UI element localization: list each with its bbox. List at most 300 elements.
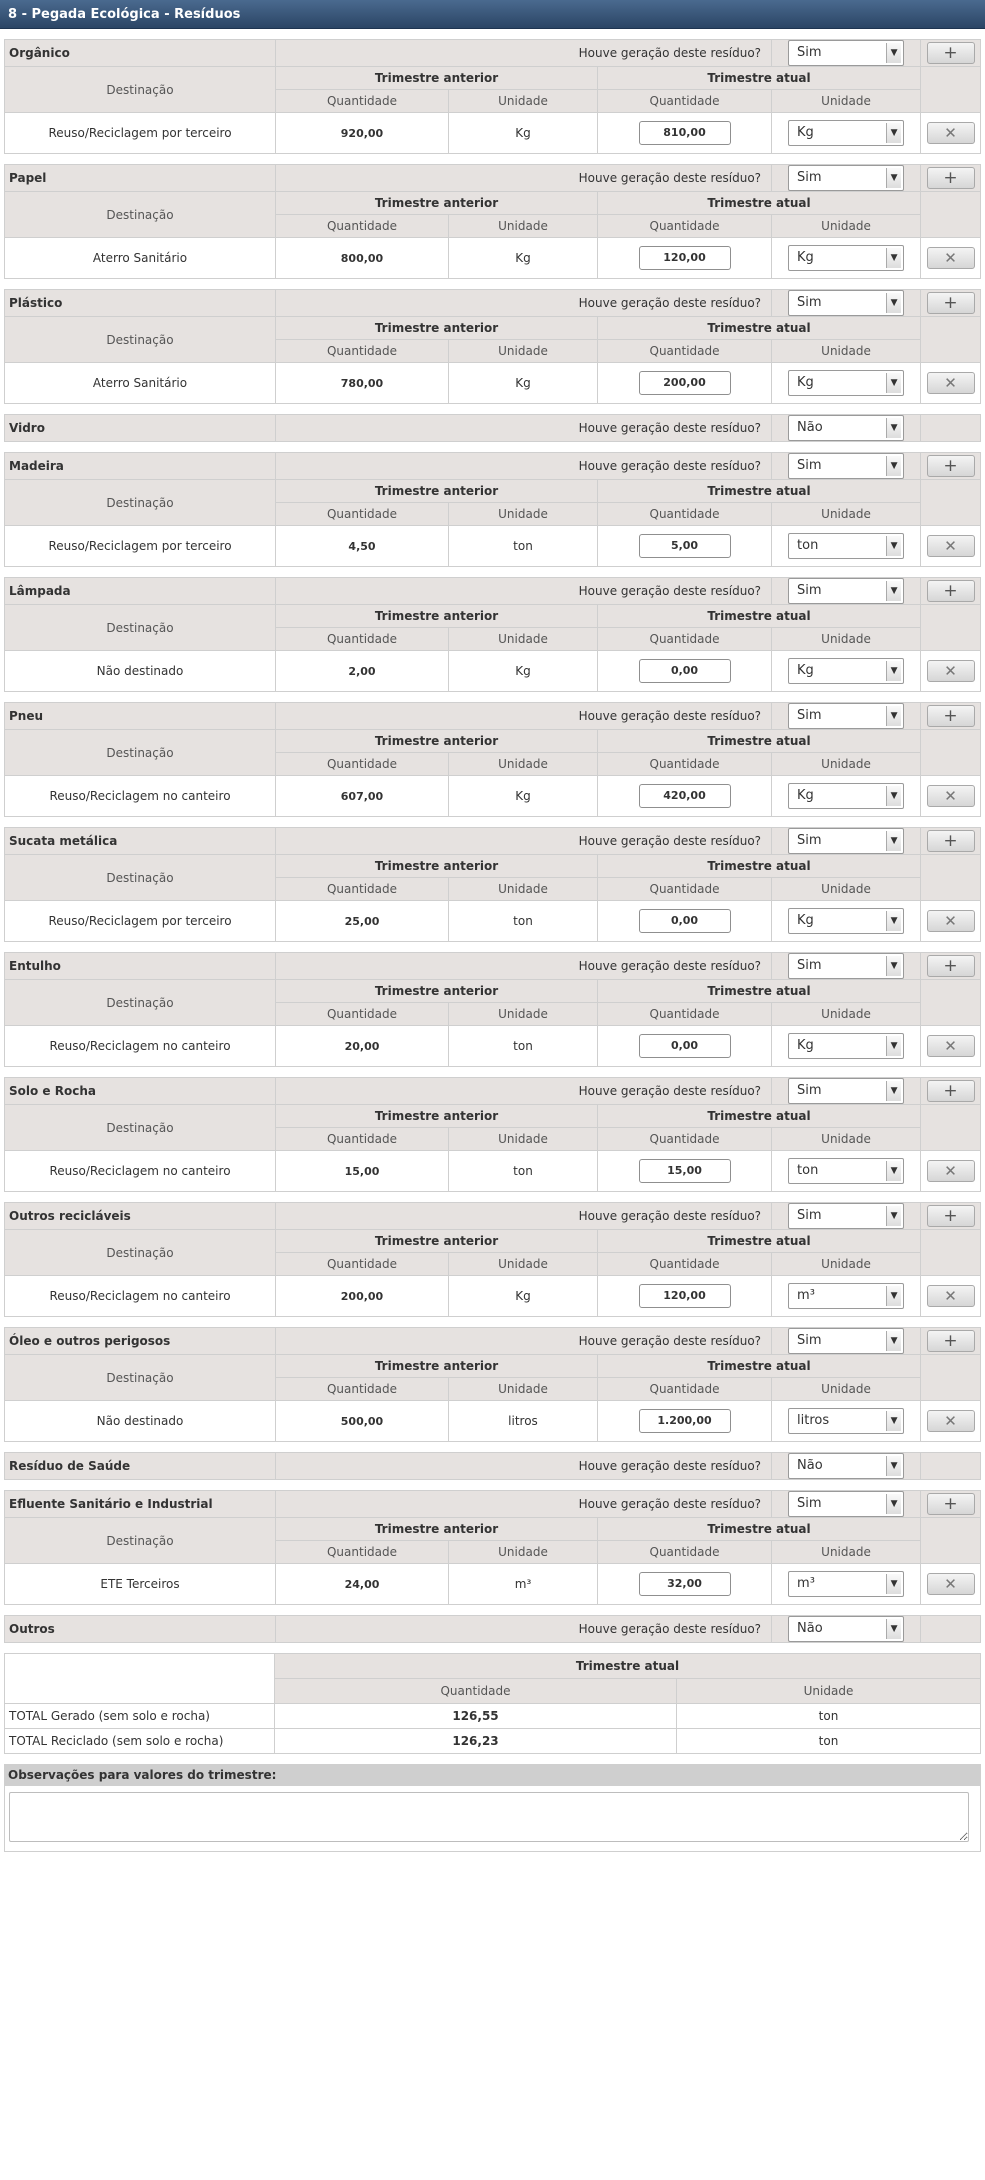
destination-header: Destinação (5, 980, 276, 1026)
previous-unit: Kg (449, 651, 598, 692)
generation-select-value: Sim (797, 1208, 822, 1223)
observations-label: Observações para valores do trimestre: (4, 1764, 981, 1786)
generation-select[interactable] (788, 578, 904, 604)
chevron-down-icon: ▼ (886, 123, 901, 143)
chevron-down-icon: ▼ (886, 373, 901, 393)
generation-select-value: Sim (797, 833, 822, 848)
remove-row-button[interactable] (927, 1410, 975, 1432)
destination-header: Destinação (5, 605, 276, 651)
table-row (5, 1564, 981, 1605)
chevron-down-icon: ▼ (886, 456, 901, 476)
total-generated-unit: ton (677, 1704, 981, 1729)
section-papel (4, 164, 981, 279)
section-name: Resíduo de Saúde (5, 1453, 276, 1480)
destination-header: Destinação (5, 317, 276, 363)
destination-value: Reuso/Reciclagem por terceiro (5, 113, 276, 154)
current-quarter-header: Trimestre atual (598, 1355, 921, 1378)
section-name: Lâmpada (5, 578, 276, 605)
remove-row-button[interactable] (927, 1285, 975, 1307)
current-quarter-header: Trimestre atual (598, 605, 921, 628)
destination-value: Reuso/Reciclagem por terceiro (5, 901, 276, 942)
generation-select-value: Sim (797, 1496, 822, 1511)
total-generated-qty: 126,55 (275, 1704, 677, 1729)
close-icon: ✕ (944, 1162, 957, 1180)
remove-row-button[interactable] (927, 247, 975, 269)
observations-textarea[interactable] (9, 1792, 969, 1842)
table-row (5, 363, 981, 404)
destination-header: Destinação (5, 67, 276, 113)
generation-question: Houve geração deste resíduo? (276, 290, 772, 317)
prev-qty-header: Quantidade (276, 340, 449, 363)
chevron-down-icon: ▼ (886, 1494, 901, 1514)
generation-question: Houve geração deste resíduo? (276, 578, 772, 605)
table-row (5, 1151, 981, 1192)
plus-icon: + (943, 1206, 958, 1226)
section-name: Vidro (5, 415, 276, 442)
remove-row-button[interactable] (927, 1160, 975, 1182)
section-name: Madeira (5, 453, 276, 480)
close-icon: ✕ (944, 249, 957, 267)
table-row (5, 113, 981, 154)
add-row-button[interactable] (927, 1493, 975, 1515)
destination-header: Destinação (5, 1105, 276, 1151)
generation-select[interactable] (788, 953, 904, 979)
current-unit-value: Kg (797, 913, 814, 928)
chevron-down-icon: ▼ (886, 418, 901, 438)
generation-select[interactable] (788, 1328, 904, 1354)
generation-select-value: Sim (797, 708, 822, 723)
chevron-down-icon: ▼ (886, 1161, 901, 1181)
generation-question: Houve geração deste resíduo? (276, 40, 772, 67)
cur-qty-header: Quantidade (598, 878, 772, 901)
cur-unit-header: Unidade (772, 1378, 921, 1401)
chevron-down-icon: ▼ (886, 1036, 901, 1056)
previous-quantity: 200,00 (276, 1276, 449, 1317)
current-unit-value: litros (797, 1413, 830, 1428)
current-unit-select[interactable] (788, 783, 904, 809)
previous-quarter-header: Trimestre anterior (276, 1518, 598, 1541)
generation-select[interactable] (788, 1203, 904, 1229)
destination-value: Reuso/Reciclagem no canteiro (5, 1276, 276, 1317)
cur-qty-header: Quantidade (598, 753, 772, 776)
generation-question: Houve geração deste resíduo? (276, 453, 772, 480)
destination-value: Reuso/Reciclagem no canteiro (5, 1026, 276, 1067)
table-row (5, 1026, 981, 1067)
prev-qty-header: Quantidade (276, 1003, 449, 1026)
previous-quantity: 24,00 (276, 1564, 449, 1605)
current-unit-select[interactable] (788, 1033, 904, 1059)
generation-question: Houve geração deste resíduo? (276, 828, 772, 855)
plus-icon: + (943, 1494, 958, 1514)
prev-unit-header: Unidade (449, 628, 598, 651)
previous-quarter-header: Trimestre anterior (276, 605, 598, 628)
chevron-down-icon: ▼ (886, 168, 901, 188)
generation-select[interactable] (788, 40, 904, 66)
table-row (5, 901, 981, 942)
destination-value: Não destinado (5, 1401, 276, 1442)
totals-area (0, 1653, 985, 1852)
previous-quantity: 25,00 (276, 901, 449, 942)
prev-qty-header: Quantidade (276, 1128, 449, 1151)
prev-unit-header: Unidade (449, 753, 598, 776)
section-title: 8 - Pegada Ecológica - Resíduos (0, 0, 985, 29)
previous-quarter-header: Trimestre anterior (276, 980, 598, 1003)
prev-unit-header: Unidade (449, 878, 598, 901)
cur-unit-header: Unidade (772, 753, 921, 776)
prev-unit-header: Unidade (449, 503, 598, 526)
add-row-button[interactable] (927, 42, 975, 64)
cur-unit-header: Unidade (772, 1541, 921, 1564)
prev-qty-header: Quantidade (276, 215, 449, 238)
chevron-down-icon: ▼ (886, 1456, 901, 1476)
close-icon: ✕ (944, 1037, 957, 1055)
total-recycled-qty: 126,23 (275, 1729, 677, 1754)
current-quantity-input[interactable]: 15,00 (639, 1159, 731, 1183)
current-unit-value: ton (797, 538, 819, 553)
current-quarter-header: Trimestre atual (598, 855, 921, 878)
generation-question: Houve geração deste resíduo? (276, 1616, 772, 1643)
chevron-down-icon: ▼ (886, 706, 901, 726)
destination-value: Reuso/Reciclagem no canteiro (5, 1151, 276, 1192)
generation-select[interactable] (788, 1078, 904, 1104)
destination-header: Destinação (5, 1230, 276, 1276)
generation-select-value: Sim (797, 45, 822, 60)
prev-unit-header: Unidade (449, 340, 598, 363)
destination-header: Destinação (5, 730, 276, 776)
cur-unit-header: Unidade (772, 215, 921, 238)
current-quantity-input[interactable]: 1.200,00 (639, 1409, 731, 1433)
previous-unit: ton (449, 526, 598, 567)
observations-container (4, 1786, 981, 1852)
generation-select[interactable] (788, 1491, 904, 1517)
previous-quarter-header: Trimestre anterior (276, 67, 598, 90)
current-unit-select[interactable] (788, 908, 904, 934)
previous-quantity: 920,00 (276, 113, 449, 154)
cur-qty-header: Quantidade (598, 1003, 772, 1026)
cur-qty-header: Quantidade (598, 628, 772, 651)
section-vidro (4, 414, 981, 442)
cur-qty-header: Quantidade (598, 1253, 772, 1276)
section-madeira (4, 452, 981, 567)
totals-table (4, 1653, 981, 1754)
generation-question: Houve geração deste resíduo? (276, 1203, 772, 1230)
remove-row-button[interactable] (927, 372, 975, 394)
destination-header: Destinação (5, 192, 276, 238)
close-icon: ✕ (944, 374, 957, 392)
generation-select-value: Sim (797, 1083, 822, 1098)
generation-select-value: Sim (797, 295, 822, 310)
previous-unit: m³ (449, 1564, 598, 1605)
previous-unit: Kg (449, 113, 598, 154)
generation-question: Houve geração deste resíduo? (276, 1328, 772, 1355)
plus-icon: + (943, 43, 958, 63)
previous-quarter-header: Trimestre anterior (276, 1105, 598, 1128)
generation-question: Houve geração deste resíduo? (276, 1453, 772, 1480)
plus-icon: + (943, 293, 958, 313)
chevron-down-icon: ▼ (886, 293, 901, 313)
remove-row-button[interactable] (927, 1573, 975, 1595)
previous-unit: ton (449, 901, 598, 942)
table-row (5, 776, 981, 817)
prev-qty-header: Quantidade (276, 1378, 449, 1401)
cur-qty-header: Quantidade (598, 1378, 772, 1401)
prev-unit-header: Unidade (449, 1003, 598, 1026)
generation-select-value: Não (797, 1458, 823, 1473)
destination-value: Aterro Sanitário (5, 238, 276, 279)
current-unit-select[interactable] (788, 658, 904, 684)
current-unit-value: Kg (797, 788, 814, 803)
chevron-down-icon: ▼ (886, 248, 901, 268)
cur-unit-header: Unidade (772, 340, 921, 363)
section-name: Outros recicláveis (5, 1203, 276, 1230)
previous-quarter-header: Trimestre anterior (276, 1230, 598, 1253)
current-unit-value: ton (797, 1163, 819, 1178)
generation-select-value: Não (797, 420, 823, 435)
chevron-down-icon: ▼ (886, 911, 901, 931)
section-outros-reciclaveis (4, 1202, 981, 1317)
current-quantity-input[interactable]: 120,00 (639, 1284, 731, 1308)
table-row (5, 1276, 981, 1317)
current-quantity-input[interactable]: 5,00 (639, 534, 731, 558)
section-lampada (4, 577, 981, 692)
add-row-button[interactable] (927, 1080, 975, 1102)
section-name: Orgânico (5, 40, 276, 67)
add-row-button[interactable] (927, 955, 975, 977)
cur-unit-header: Unidade (772, 878, 921, 901)
current-unit-value: Kg (797, 375, 814, 390)
add-row-button[interactable] (927, 455, 975, 477)
plus-icon: + (943, 706, 958, 726)
prev-qty-header: Quantidade (276, 90, 449, 113)
current-unit-select[interactable] (788, 1158, 904, 1184)
prev-unit-header: Unidade (449, 1253, 598, 1276)
current-unit-select[interactable] (788, 533, 904, 559)
current-quantity-input[interactable]: 0,00 (639, 1034, 731, 1058)
cur-unit-header: Unidade (772, 1128, 921, 1151)
table-row (5, 1401, 981, 1442)
section-pneu (4, 702, 981, 817)
close-icon: ✕ (944, 662, 957, 680)
close-icon: ✕ (944, 912, 957, 930)
prev-unit-header: Unidade (449, 1541, 598, 1564)
current-quarter-header: Trimestre atual (598, 1105, 921, 1128)
add-row-button[interactable] (927, 580, 975, 602)
previous-quantity: 15,00 (276, 1151, 449, 1192)
prev-qty-header: Quantidade (276, 1541, 449, 1564)
chevron-down-icon: ▼ (886, 786, 901, 806)
plus-icon: + (943, 831, 958, 851)
section-name: Efluente Sanitário e Industrial (5, 1491, 276, 1518)
chevron-down-icon: ▼ (886, 1206, 901, 1226)
previous-quarter-header: Trimestre anterior (276, 855, 598, 878)
generation-select[interactable] (788, 415, 904, 441)
current-unit-value: m³ (797, 1288, 815, 1303)
cur-qty-header: Quantidade (598, 215, 772, 238)
current-unit-value: Kg (797, 663, 814, 678)
section-name: Pneu (5, 703, 276, 730)
current-quantity-input[interactable]: 32,00 (639, 1572, 731, 1596)
current-unit-select[interactable] (788, 1283, 904, 1309)
generation-select[interactable] (788, 828, 904, 854)
destination-header: Destinação (5, 855, 276, 901)
add-row-button[interactable] (927, 167, 975, 189)
generation-select[interactable] (788, 1453, 904, 1479)
remove-row-button[interactable] (927, 910, 975, 932)
section-name: Sucata metálica (5, 828, 276, 855)
plus-icon: + (943, 1081, 958, 1101)
generation-select[interactable] (788, 165, 904, 191)
previous-quarter-header: Trimestre anterior (276, 480, 598, 503)
cur-unit-header: Unidade (772, 1003, 921, 1026)
current-quantity-input[interactable]: 120,00 (639, 246, 731, 270)
previous-quantity: 2,00 (276, 651, 449, 692)
generation-select[interactable] (788, 453, 904, 479)
section-sucata-metalica (4, 827, 981, 942)
current-unit-value: Kg (797, 250, 814, 265)
cur-unit-header: Unidade (772, 628, 921, 651)
totals-qty-label: Quantidade (275, 1679, 677, 1704)
section-organico (4, 39, 981, 154)
destination-value: Aterro Sanitário (5, 363, 276, 404)
current-unit-select[interactable] (788, 1408, 904, 1434)
generation-select[interactable] (788, 290, 904, 316)
current-unit-value: Kg (797, 1038, 814, 1053)
section-solo-e-rocha (4, 1077, 981, 1192)
prev-qty-header: Quantidade (276, 503, 449, 526)
current-quarter-header: Trimestre atual (598, 730, 921, 753)
current-quarter-header: Trimestre atual (598, 1230, 921, 1253)
remove-row-button[interactable] (927, 660, 975, 682)
remove-row-button[interactable] (927, 535, 975, 557)
current-unit-select[interactable] (788, 120, 904, 146)
chevron-down-icon: ▼ (886, 1574, 901, 1594)
prev-unit-header: Unidade (449, 1128, 598, 1151)
section-name: Outros (5, 1616, 276, 1643)
prev-unit-header: Unidade (449, 90, 598, 113)
destination-value: Reuso/Reciclagem no canteiro (5, 776, 276, 817)
section-name: Papel (5, 165, 276, 192)
remove-row-button[interactable] (927, 122, 975, 144)
current-quantity-input[interactable]: 420,00 (639, 784, 731, 808)
table-row (5, 526, 981, 567)
section-efluente-sanitario-e-industrial (4, 1490, 981, 1605)
add-row-button[interactable] (927, 705, 975, 727)
chevron-down-icon: ▼ (886, 536, 901, 556)
generation-question: Houve geração deste resíduo? (276, 703, 772, 730)
chevron-down-icon: ▼ (886, 831, 901, 851)
close-icon: ✕ (944, 124, 957, 142)
chevron-down-icon: ▼ (886, 43, 901, 63)
table-row (5, 238, 981, 279)
destination-header: Destinação (5, 480, 276, 526)
waste-sections (0, 29, 985, 1643)
current-quantity-input[interactable]: 200,00 (639, 371, 731, 395)
current-quantity-input[interactable]: 810,00 (639, 121, 731, 145)
generation-question: Houve geração deste resíduo? (276, 415, 772, 442)
current-unit-select[interactable] (788, 1571, 904, 1597)
plus-icon: + (943, 581, 958, 601)
previous-quantity: 4,50 (276, 526, 449, 567)
generation-select[interactable] (788, 703, 904, 729)
chevron-down-icon: ▼ (886, 1081, 901, 1101)
destination-header: Destinação (5, 1518, 276, 1564)
total-recycled-label: TOTAL Reciclado (sem solo e rocha) (5, 1729, 275, 1754)
chevron-down-icon: ▼ (886, 1619, 901, 1639)
prev-qty-header: Quantidade (276, 628, 449, 651)
current-unit-select[interactable] (788, 370, 904, 396)
prev-unit-header: Unidade (449, 1378, 598, 1401)
total-recycled-unit: ton (677, 1729, 981, 1754)
add-row-button[interactable] (927, 1330, 975, 1352)
section-oleo-e-outros-perigosos (4, 1327, 981, 1442)
cur-unit-header: Unidade (772, 503, 921, 526)
previous-quantity: 20,00 (276, 1026, 449, 1067)
generation-question: Houve geração deste resíduo? (276, 1491, 772, 1518)
cur-qty-header: Quantidade (598, 503, 772, 526)
current-quarter-header: Trimestre atual (598, 317, 921, 340)
remove-row-button[interactable] (927, 1035, 975, 1057)
close-icon: ✕ (944, 1412, 957, 1430)
generation-select-value: Sim (797, 583, 822, 598)
chevron-down-icon: ▼ (886, 1331, 901, 1351)
total-generated-label: TOTAL Gerado (sem solo e rocha) (5, 1704, 275, 1729)
generation-select[interactable] (788, 1616, 904, 1642)
current-unit-value: Kg (797, 125, 814, 140)
previous-unit: Kg (449, 363, 598, 404)
previous-quarter-header: Trimestre anterior (276, 1355, 598, 1378)
previous-quantity: 607,00 (276, 776, 449, 817)
add-row-button[interactable] (927, 1205, 975, 1227)
current-unit-select[interactable] (788, 245, 904, 271)
prev-qty-header: Quantidade (276, 753, 449, 776)
plus-icon: + (943, 956, 958, 976)
chevron-down-icon: ▼ (886, 581, 901, 601)
current-unit-value: m³ (797, 1576, 815, 1591)
chevron-down-icon: ▼ (886, 1411, 901, 1431)
section-name: Entulho (5, 953, 276, 980)
previous-unit: ton (449, 1151, 598, 1192)
section-name: Solo e Rocha (5, 1078, 276, 1105)
section-name: Óleo e outros perigosos (5, 1328, 276, 1355)
previous-unit: Kg (449, 1276, 598, 1317)
previous-quarter-header: Trimestre anterior (276, 317, 598, 340)
cur-qty-header: Quantidade (598, 1541, 772, 1564)
generation-question: Houve geração deste resíduo? (276, 1078, 772, 1105)
totals-unit-label: Unidade (677, 1679, 981, 1704)
add-row-button[interactable] (927, 292, 975, 314)
close-icon: ✕ (944, 1575, 957, 1593)
destination-value: Reuso/Reciclagem por terceiro (5, 526, 276, 567)
table-row (5, 651, 981, 692)
plus-icon: + (943, 1331, 958, 1351)
close-icon: ✕ (944, 1287, 957, 1305)
section-plastico (4, 289, 981, 404)
generation-select-value: Sim (797, 170, 822, 185)
previous-unit: Kg (449, 238, 598, 279)
generation-question: Houve geração deste resíduo? (276, 165, 772, 192)
previous-quantity: 800,00 (276, 238, 449, 279)
cur-qty-header: Quantidade (598, 1128, 772, 1151)
previous-unit: ton (449, 1026, 598, 1067)
current-quantity-input[interactable]: 0,00 (639, 659, 731, 683)
generation-select-value: Sim (797, 958, 822, 973)
section-outros (4, 1615, 981, 1643)
remove-row-button[interactable] (927, 785, 975, 807)
cur-qty-header: Quantidade (598, 340, 772, 363)
cur-unit-header: Unidade (772, 90, 921, 113)
add-row-button[interactable] (927, 830, 975, 852)
current-quantity-input[interactable]: 0,00 (639, 909, 731, 933)
